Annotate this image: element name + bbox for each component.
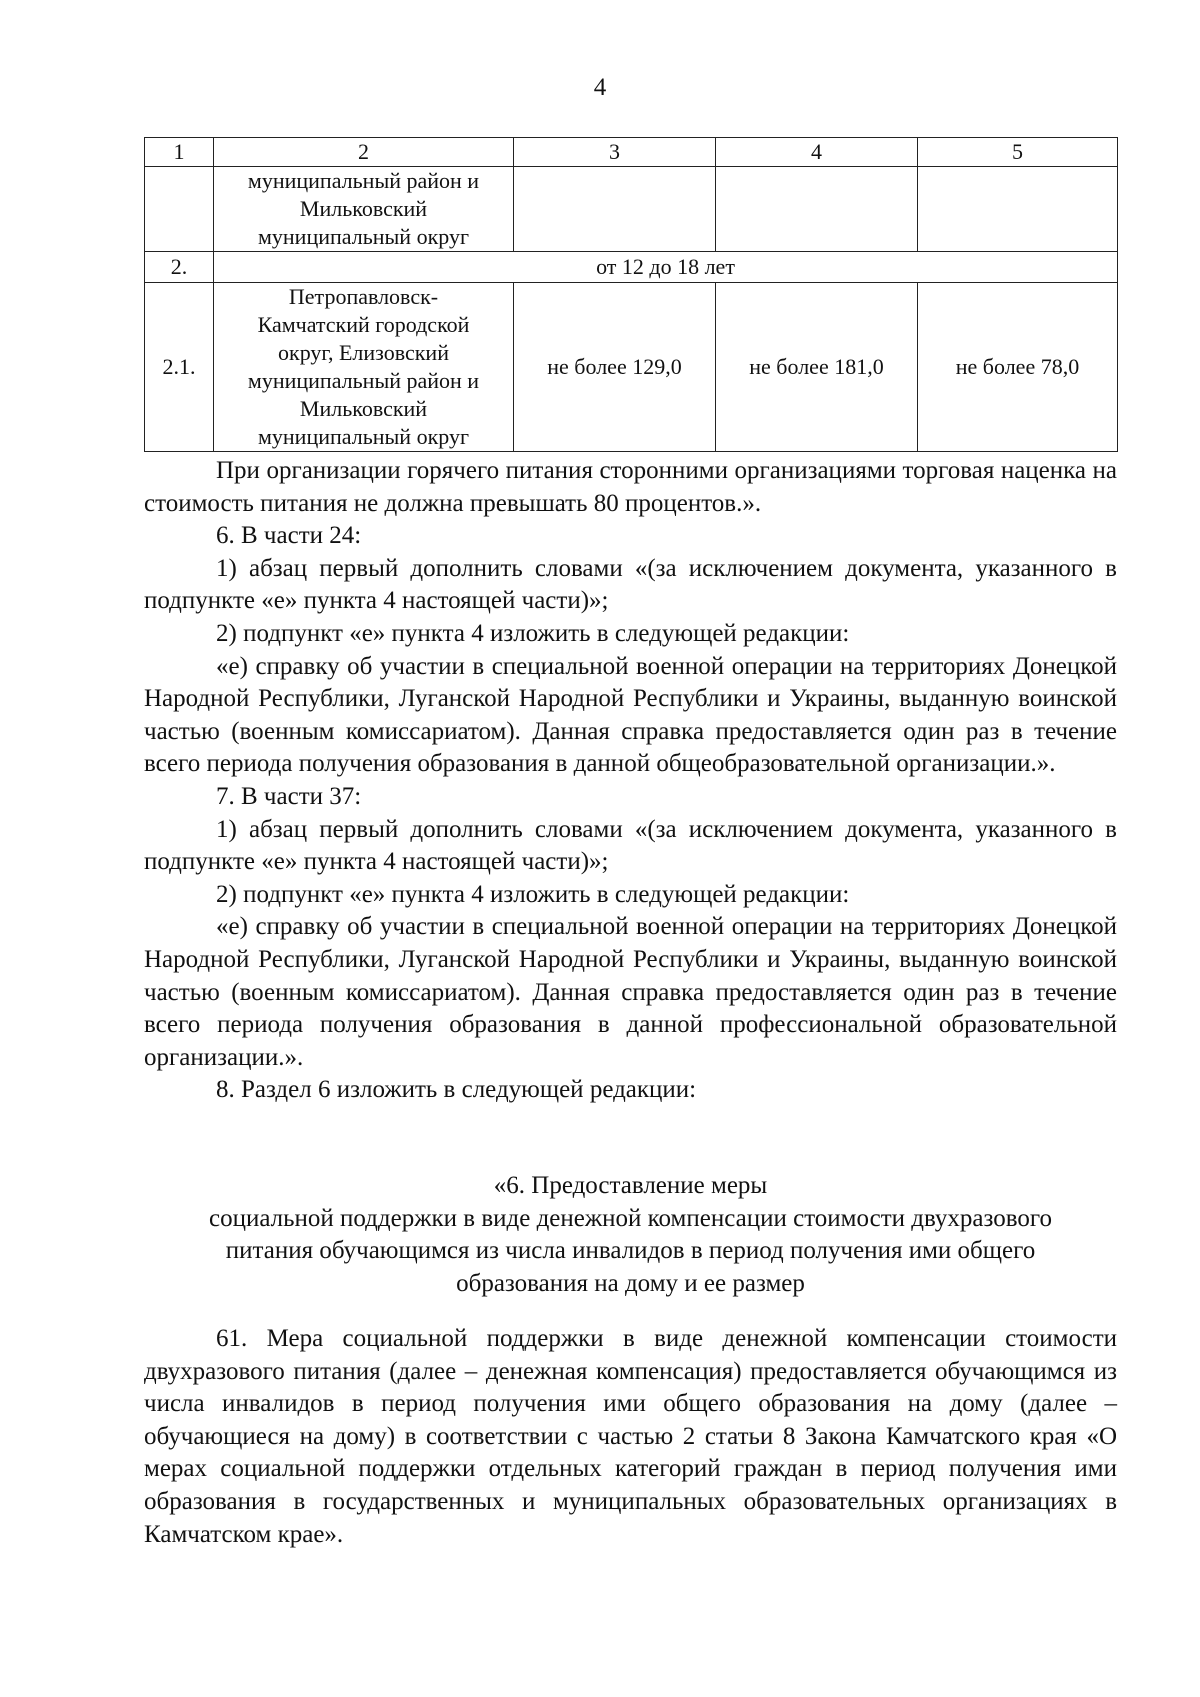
table-cell	[145, 167, 214, 252]
table-cell-value: не более 129,0	[514, 283, 716, 452]
section-title	[144, 1170, 1117, 1300]
table-header-cell: 2	[214, 138, 514, 167]
table-cell-number: 2.1.	[145, 283, 214, 452]
table-cell-region	[214, 283, 514, 452]
region-line: округ, Елизовский	[278, 340, 449, 365]
table-cell	[716, 167, 918, 252]
table-cell-value: не более 181,0	[716, 283, 918, 452]
age-group-label: от 12 до 18 лет	[214, 252, 1118, 283]
paragraph: 6. В части 24:	[216, 522, 362, 550]
paragraph: «е) справку об участии в специальной военной операции на территориях Донецкой Народной Республики, Луганской Народной Республики и Украины, выданную воинской частью (военным комиссариатом). Данная справка предоставляется один раз в течение всего периода получения образования в данной профессиональной образовательной организации.».	[144, 913, 1117, 1071]
region-line: муниципальный округ	[257, 424, 469, 449]
section-body	[144, 1323, 1117, 1551]
paragraph: 2) подпункт «е» пункта 4 изложить в следующей редакции:	[216, 880, 850, 908]
table-header-cell: 1	[145, 138, 214, 167]
table-header-cell: 4	[716, 138, 918, 167]
paragraph: При организации горячего питания сторонними организациями торговая наценка на стоимость питания не должна превышать 80 процентов.».	[144, 457, 1117, 517]
paragraph: 8. Раздел 6 изложить в следующей редакции:	[216, 1076, 697, 1104]
region-line: Мильковский	[299, 196, 428, 221]
region-line: муниципальный район и	[247, 368, 480, 393]
section-title-line: образования на дому и ее размер	[456, 1269, 805, 1297]
paragraph: 2) подпункт «е» пункта 4 изложить в следующей редакции:	[216, 619, 850, 647]
section-title-line: питания обучающимся из числа инвалидов в период получения ими общего	[225, 1237, 1036, 1264]
paragraph: 7. В части 37:	[216, 782, 362, 810]
paragraph: 1) абзац первый дополнить словами «(за исключением документа, указанного в подпункте «е» пункта 4 настоящей части)»;	[144, 815, 1117, 876]
table-header-cell: 3	[514, 138, 716, 167]
region-line: муниципальный округ	[257, 224, 469, 249]
table-row	[145, 283, 1118, 452]
body-text	[144, 455, 1117, 1107]
table-cell	[918, 167, 1118, 252]
table-cell	[514, 167, 716, 252]
table-cell-number: 2.	[145, 252, 214, 283]
table-header-row	[145, 138, 1118, 167]
paragraph: 1) абзац первый дополнить словами «(за исключением документа, указанного в подпункте «е» пункта 4 настоящей части)»;	[144, 554, 1117, 615]
nutrition-cost-table	[144, 137, 1118, 452]
table-cell-region	[214, 167, 514, 252]
paragraph: «е) справку об участии в специальной военной операции на территориях Донецкой Народной Республики, Луганской Народной Республики и Украины, выданную воинской частью (военным комиссариатом). Данная справка предоставляется один раз в течение всего периода получения образования в данной общеобразовательной организации.».	[144, 652, 1117, 778]
region-line: Петропавловск-	[288, 284, 439, 309]
region-line: муниципальный район и	[247, 168, 480, 193]
table-row	[145, 167, 1118, 252]
page-number: 4	[593, 74, 607, 101]
table-header-cell: 5	[918, 138, 1118, 167]
section-title-line: «6. Предоставление меры	[493, 1172, 768, 1199]
table-group-row	[145, 252, 1118, 283]
table-cell-value: не более 78,0	[918, 283, 1118, 452]
region-line: Мильковский	[299, 396, 428, 421]
region-line: Камчатский городской	[257, 312, 470, 337]
section-title-line: социальной поддержки в виде денежной компенсации стоимости двухразового	[208, 1204, 1053, 1232]
paragraph: 61. Мера социальной поддержки в виде денежной компенсации стоимости двухразового питания (далее – денежная компенсация) предоставляется обучающимся из числа инвалидов в период получения ими общего образования на дому (далее – обучающиеся на дому) в соответствии с частью 2 статьи 8 Закона Камчатского края «О мерах социальной поддержки отдельных категорий граждан в период получения ими образования в государственных и муниципальных образовательных организациях в Камчатском крае».	[144, 1325, 1117, 1548]
